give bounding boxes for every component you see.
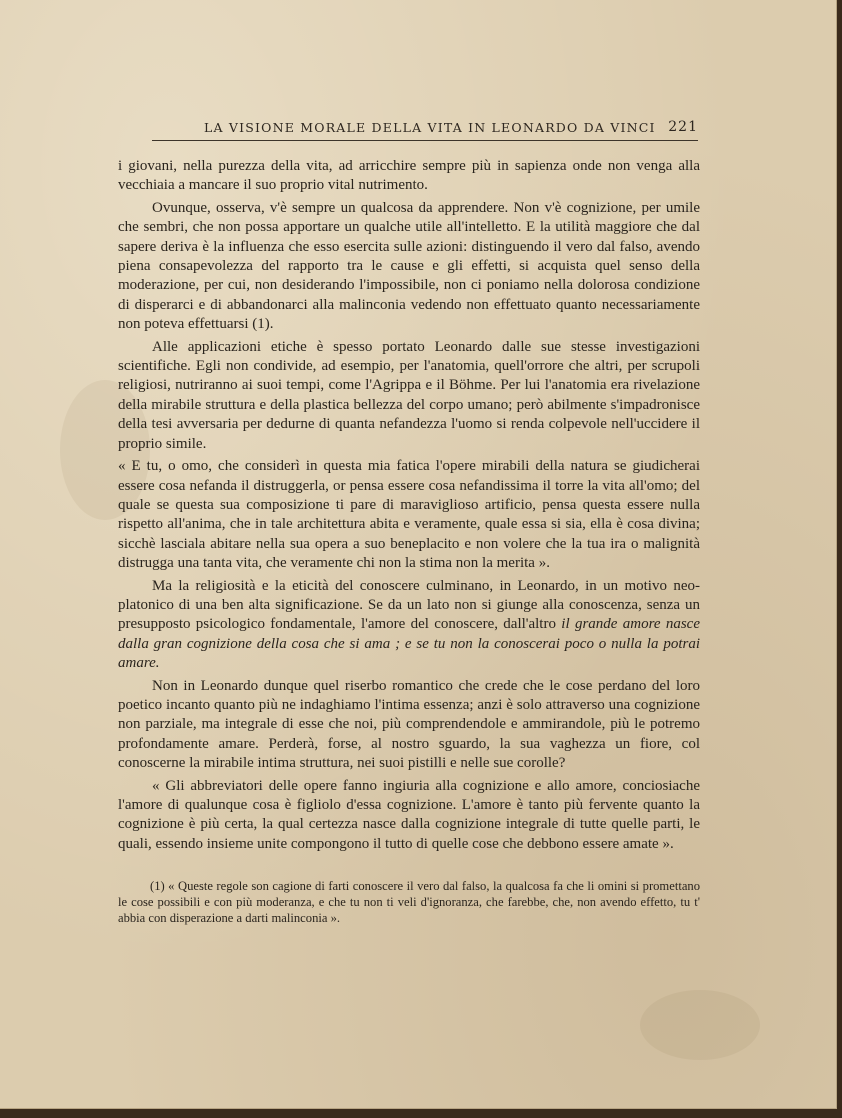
paragraph-text: Ma la religiosità e la eticità del conoscere culminano, in Leonardo, in un motivo neo-platonico di una ben alta significazione. Se da un lato non si giunge alla conoscenza, senza un presupposto psicologico fondamentale, l'amore del conoscere, dall'altro — [118, 577, 700, 633]
paragraph-continuation: i giovani, nella purezza della vita, ad arricchire sempre più in sapienza onde non venga alla vecchiaia a mancare il suo proprio vital nutrimento. — [118, 158, 700, 194]
running-header — [152, 118, 698, 141]
body-text — [118, 157, 700, 857]
paragraph: Alle applicazioni etiche è spesso portato Leonardo dalle sue stesse investigazioni scientifiche. Egli non condivide, ad esempio, per l'anatomia, quell'orrore che altri, per scrupoli religiosi, nutriranno ai suoi tempi, come l'Agrippa e il Böhme. Per lui l'anatomia era rivelazione della mirabile struttura e della plastica bellezza del corpo umano; però abilmente s'impadronisce della tesi avversaria per dedurne di quanta nefandezza l'uomo si renda colpevole nell'uccidere il proprio simile. — [118, 338, 700, 452]
quotation-paragraph: « Gli abbreviatori delle opere fanno ingiuria alla cognizione e allo amore, conciosiache l'amore di qualunque cosa è figliolo d'essa cognizione. L'amore è tanto più fervente quanto la cognizione è più certa, la qual certezza nasce dalla cognizione integrale di tutte quelle parti, le quali, essendo insieme unite compongono il tutto di quelle cose che debbono essere amate ». — [118, 777, 700, 852]
paragraph: Ovunque, osserva, v'è sempre un qualcosa da apprendere. Non v'è cognizione, per umile che sembri, che non possa apportare un qualche utile all'intelletto. E la utilità maggiore che dal sapere deriva è la influenza che esso esercita sulle azioni: distinguendo il vero dal falso, avendo piena consapevolezza del rapporto tra le cause e gli effetti, si acquista quel senso della moderazione, per cui, non desiderando l'impossibile, non ci poniamo nella dolorosa condizione di disperarci e di abbandonarci alla malinconia vedendo non effettuato quanto necessariamente non poteva effettuarsi (1). — [118, 199, 700, 333]
running-title: LA VISIONE MORALE DELLA VITA IN LEONARDO DA VINCI — [204, 120, 656, 135]
page-number: 221 — [668, 119, 698, 135]
quotation-paragraph: « E tu, o omo, che considerì in questa mia fatica l'opere mirabili della natura se giudicherai essere cosa nefanda il distruggerla, or pensa essere cosa nefandissima il torre la vita all'omo; del quale se questa sua composizione ti pare di maraviglioso artificio, pensa questa essere nulla rispetto all'anima, che in tale architettura abita e veramente, quale essa si sia, ella è cosa divina; sicchè lasciala abitare nella sua opera a suo beneplacito e non volere che la tua ira o malignità distrugga una tanta vita, che veramente chi non la stima non la merita ». — [118, 458, 700, 572]
paper-stain — [640, 990, 760, 1060]
italic-quotation: il grande amore nasce dalla gran cognizione della cosa che si ama ; e se tu non la conoscerai poco o nulla la potrai amare. — [118, 616, 700, 672]
footnote: (1) « Queste regole son cagione di farti conoscere il vero dal falso, la qualcosa fa che li omini si promettano le cose possibili e con più moderanza, e che tu non ti veli d'ignoranza, che farebbe, che, non avendo effetto, tu t' abbia con disperazione a darti malinconia ». — [118, 879, 700, 925]
paragraph-with-italic — [118, 577, 700, 674]
paragraph: Non in Leonardo dunque quel riserbo romantico che crede che le cose perdano del loro poetico incanto quanto più ne indaghiamo l'intima essenza; anzi è solo attraverso una cognizione non parziale, ma integrale di esse che noi, più comprendendole e ammirandole, più le potremo profondamente amare. Perderà, forse, al nostro sguardo, la sua vaghezza un fiore, col conoscerne la mirabile intima struttura, nei suoi pistilli e nelle sue corolle? — [118, 677, 700, 772]
